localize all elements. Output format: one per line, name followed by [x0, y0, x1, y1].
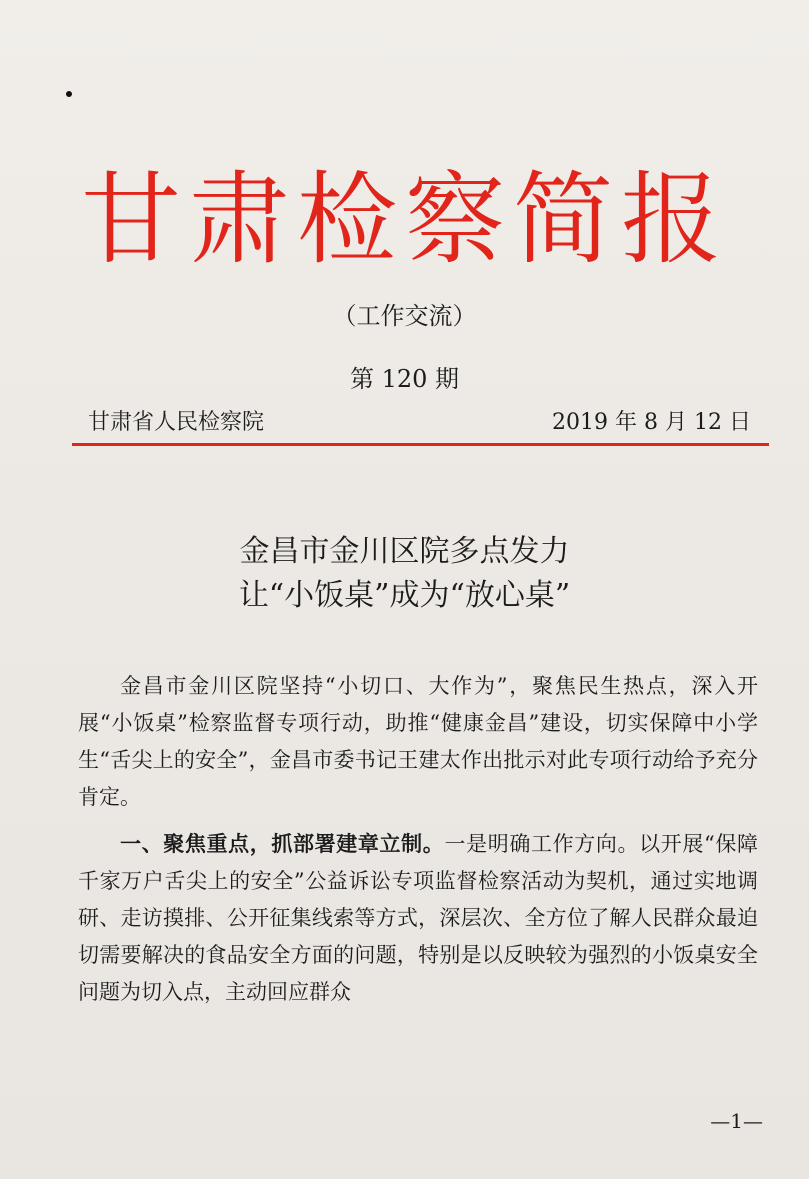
article-headline — [0, 530, 809, 618]
masthead-subtitle: （工作交流） — [332, 302, 477, 330]
masthead-title: 甘肃检察简报 — [81, 161, 729, 278]
paragraph-intro: 金昌市金川区院坚持“小切口、大作为”，聚焦民生热点，深入开展“小饭桌”检察监督专项行动，助推“健康金昌”建设，切实保障中小学生“舌尖上的安全”，金昌市委书记王建太作出批示对此专项行动给予充分肯定。 — [78, 674, 758, 809]
article-body — [78, 668, 758, 1020]
issue-date: 2019 年 8 月 12 日 — [552, 410, 751, 435]
issue-number: 第 120 期 — [349, 365, 460, 393]
section-1-text: 一是明确工作方向。以开展“保障千家万户舌尖上的安全”公益诉讼专项监督检察活动为契机，通过实地调研、走访摸排、公开征集线索等方式，深层次、全方位了解人民群众最迫切需要解决的食品安全方面的问题，特别是以反映较为强烈的小饭桌安全问题为切入点，主动回应群众 — [78, 832, 758, 1004]
issuing-organization: 甘肃省人民检察院 — [88, 410, 265, 435]
red-separator-rule — [72, 443, 769, 446]
section-1-heading: 一、聚焦重点，抓部署建章立制。 — [120, 831, 445, 856]
page-number: —1— — [710, 1109, 763, 1133]
headline-line-2: 让“小饭桌”成为“放心桌” — [238, 578, 571, 613]
headline-line-1: 金昌市金川区院多点发力 — [239, 534, 570, 569]
punch-dot-mark — [66, 91, 72, 97]
paragraph-section-1 — [78, 825, 758, 1011]
